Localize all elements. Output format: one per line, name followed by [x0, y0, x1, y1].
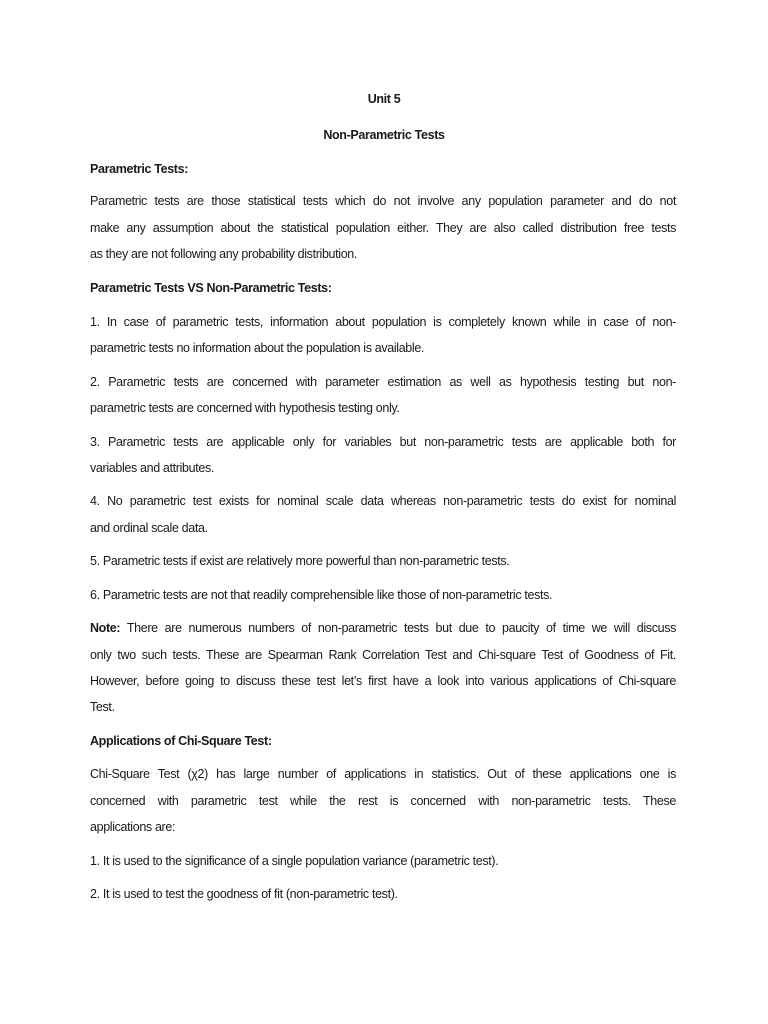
chapter-title: Non-Parametric Tests: [323, 128, 445, 142]
paragraph-line: Test.: [90, 700, 115, 714]
section-heading-chi-square: Applications of Chi-Square Test:: [90, 734, 272, 748]
list-item-line: and ordinal scale data.: [90, 521, 208, 535]
paragraph-line: concerned with parametric test while the rest is concerned with non-parametric tests. These: [90, 794, 676, 808]
paragraph-line: only two such tests. These are Spearman Rank Correlation Test and Chi-square Test of Goodness of Fit.: [90, 648, 676, 662]
list-item-line: 6. Parametric tests are not that readily comprehensible like those of non-parametric tests.: [90, 588, 553, 602]
list-item-line: 1. In case of parametric tests, information about population is completely known while in case of non-: [90, 315, 676, 329]
note-text: There are numerous numbers of non-parametric tests but due to paucity of time we will discuss: [120, 621, 676, 635]
paragraph-line: Chi-Square Test (χ2) has large number of applications in statistics. Out of these applications one is: [90, 767, 676, 781]
note-first-line: [90, 621, 676, 635]
section-heading-parametric-tests: Parametric Tests:: [90, 162, 189, 176]
note-label: Note:: [90, 621, 121, 635]
list-item: 2. It is used to test the goodness of fit (non-parametric test).: [90, 887, 398, 901]
list-item-line: 5. Parametric tests if exist are relatively more powerful than non-parametric tests.: [90, 554, 510, 568]
list-item-line: 2. Parametric tests are concerned with parameter estimation as well as hypothesis testing but non-: [90, 375, 676, 389]
list-item-line: parametric tests no information about the population is available.: [90, 341, 425, 355]
section-heading-comparison: Parametric Tests VS Non-Parametric Tests:: [90, 281, 332, 295]
paragraph-line: make any assumption about the statistical population either. They are also called distribution free tests: [90, 221, 676, 235]
paragraph-line: applications are:: [90, 820, 176, 834]
list-item-line: variables and attributes.: [90, 461, 214, 475]
paragraph-line: Parametric tests are those statistical tests which do not involve any population parameter and do not: [90, 194, 676, 208]
list-item-line: parametric tests are concerned with hypothesis testing only.: [90, 401, 400, 415]
unit-title: Unit 5: [367, 92, 401, 106]
list-item: 1. It is used to the significance of a single population variance (parametric test).: [90, 854, 499, 868]
list-item-line: 4. No parametric test exists for nominal scale data whereas non-parametric tests do exist for nominal: [90, 494, 676, 508]
paragraph-line: as they are not following any probability distribution.: [90, 247, 358, 261]
paragraph-line: However, before going to discuss these test let’s first have a look into various applications of Chi-square: [90, 674, 676, 688]
list-item-line: 3. Parametric tests are applicable only for variables but non-parametric tests are applicable both for: [90, 435, 676, 449]
